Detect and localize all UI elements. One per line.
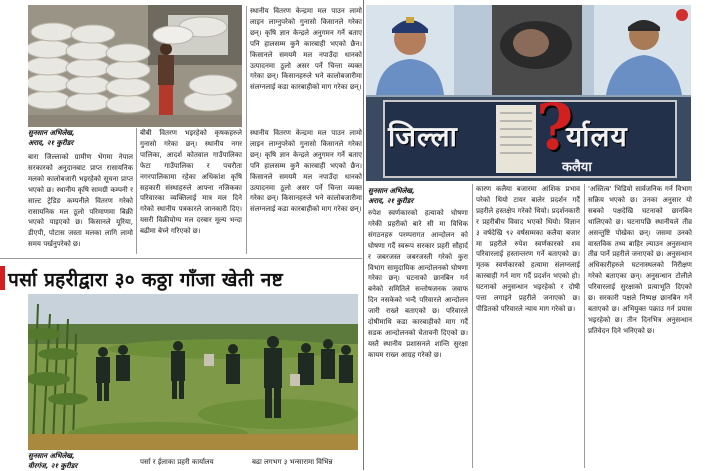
bottom-article-column-2: बढा लगभग ३ भन्सारामा विभिन्न bbox=[252, 458, 333, 466]
section-divider bbox=[0, 258, 362, 259]
column-divider bbox=[246, 6, 247, 254]
column-divider bbox=[136, 128, 137, 254]
sign-text-right: र्यालय bbox=[566, 120, 628, 153]
bottom-article-headline: पर्सा प्रहरीद्वारा ३० कठ्ठा गाँजा खेती नष्ट bbox=[8, 269, 283, 291]
top-article-column-3b-text: स्थानीय वितरण केन्द्रमा मल पाउन लामो लाइन लाग्नुपरेको गुनासो किसानले गरेका छन्। कृषि ज्ञान केन्द्रले अनुगमन गर्ने बताए पनि हालसम्म कुनै कारबाही भएको छैन। किसानले समयमै मल नपाउँदा धानको उत्पादनमा ठूलो असर पर्ने चिन्ता व्यक्त गरेका छन्। किसानहरुले भने कालोबजारीमा संलग्नलाई कडा कारबाहीको माग गरेका छन्। bbox=[250, 129, 362, 214]
right-article-dateline: सुनसान अभिलेख, अराद, २१ कुरीडर bbox=[368, 187, 415, 205]
top-article-dateline: सुनसान अभिलेख, अराद, २१ कुरीडर bbox=[28, 129, 75, 147]
police-office-photo bbox=[366, 5, 691, 181]
sign-subtext: कलैया bbox=[562, 160, 592, 175]
police-field-illustration bbox=[28, 294, 358, 450]
top-article-column-3: स्थानीय वितरण केन्द्रमा मल पाउन लामो लाइन लाग्नुपरेको गुनासो किसानले गरेका छन्। कृषि ज्ञान केन्द्रले अनुगमन गर्ने बताए पनि हालसम्म कुनै कारबाही भएको छैन। किसानले समयमै मल नपाउँदा धानको उत्पादनमा ठूलो असर पर्ने चिन्ता व्यक्त गरेका छन्। किसानहरुले भने कालोबजारीमा संलग्नलाई कडा कारबाहीको माग गरेका छन्। bbox=[250, 7, 362, 92]
right-article-column-1: रुपेश स्वर्णकारको हत्याको घोषणा गरेकी प्रहरीको बारे सी मा विधिक संगठनहरु परम्परागत आन्दोलन को घोषणा गर्दै स्वरूप सरकार प्रहरी सौहार्द र जबरजस्त जबरजस्ती गरेको कुरा विभाग सामुदायिक आन्दोलनको घोषणा गरेका छन्। घटनाको छानबिन गर्न बनेको समितिले सन्तोषजनक जवाफ दिन नसकेको भन्दै परिवारले आन्दोलन जारी राख्ने बताएको छ। परिवारले दोषीमाथि कडा कारबाहीको माग गर्दै सडक आन्दोलनको चेतावनी दिएको छ। यस्तै स्थानीय प्रशासनले शान्ति सुरक्षा कायम राख्न आग्रह गरेको छ। bbox=[368, 209, 468, 359]
question-mark-graphic: ? bbox=[536, 90, 574, 165]
top-article-column-2: बीबी वितरण भइरहेको कृषकहरुले गुनासो गरेका छन्। स्थानीय नगर पालिका, आदर्श कोतवाल गाउँपालिका फेटा गाउँपालिका र पचरौता नगरपालिकामा रहेका अधिकांश कृषि सहकारी संस्थाहरुले आफ्ना नजिकका परिवारका व्यक्तिलाई मात्र मल दिने गरेको स्थानीय पत्रकारले जानकारी दिए। यसरी विक्रीयोग्य मल दरबार मूल्य भन्दा बढीमा बेच्ने गरिएको छ। bbox=[140, 129, 242, 236]
sign-text-left: जिल्ला bbox=[388, 120, 458, 153]
fertilizer-warehouse-photo bbox=[28, 5, 242, 127]
bottom-article-column-1: पर्सा र ईलाका प्रहरी कार्यालय bbox=[140, 458, 214, 466]
column-divider bbox=[584, 184, 585, 468]
bottom-article-dateline: सुनसान अभिलेख, वीरगंज, २१ कुरीडर bbox=[28, 452, 78, 470]
top-article-column-1: बारा जिल्लाको ग्रामीण भेगमा नेपाल सरकारको अनुदानबाट प्राप्त रासायनिक मलको कालोबजारी भइरहेको सूचना प्राप्त भएको छ। स्थानीय कृषि सामग्री कम्पनी र साल्ट ट्रेडिङ कम्पनीले वितरण गरेको रासायनिक मल ठूलो परिमाणमा बिक्री भएको पाइएको छ। किसानले यूरिया, डीएपी, पोटास जस्ता मलका लागि लामो समय पर्खनुपरेको छ। bbox=[28, 153, 133, 249]
column-divider bbox=[472, 184, 473, 468]
right-article-column-3: 'अस्तित्व' भिडियो सार्वजनिक गर्न विभाग सक्रिय भएको छ। उनका अनुसार यो सबको पक्षदेखि घटनाको छानबिन थालिएको छ। घटनापछि स्थानीयले तीव्र असन्तुष्टि पोखेका छन्। जसमा उनको वास्तविक तथ्य बाहिर ल्याउन अनुसन्धान तीव्र पार्ने प्रहरीले जनाएको छ। अनुसन्धान अधिकारीहरुले घटनास्थलको निरीक्षण गरेको बताएका छन्। अनुसन्धान टोलीले परिवारलाई सुरक्षाको प्रत्याभूति दिएको छ। सरकारी पक्षले निष्पक्ष छानबिन गर्ने बताएको छ। अभियुक्त पक्राउ गर्न प्रयास भइरहेको छ। तीन दिनभित्र अनुसन्धान प्रतिवेदन दिने भनिएको छ। bbox=[588, 185, 692, 335]
page-divider bbox=[363, 0, 364, 470]
headline-accent-bar bbox=[0, 266, 5, 290]
warehouse-illustration bbox=[28, 5, 242, 127]
right-article-column-2: कारण कलैया बजारमा आंशिक प्रभाव परेको थियो टायर बालेर प्रदर्शन गर्दै प्रहरीले हस्तक्षेप गरेको थियो। प्रदर्शनकारी र प्रहरीबीच विवाद भएको थियो। विज्ञान ३ वर्षदेखि ९२ वर्षसम्मका कलैया बजार मा प्रहरीले रुपेश स्वर्णकारको शव परिवारलाई हस्तान्तरण गर्ने बताएको छ। मृतक स्वर्णकारको हत्यामा संलग्नलाई कारबाही गर्न माग गर्दै प्रदर्शन भएको हो। घटनाको अनुसन्धान भइरहेको र दोषी पत्ता लगाइने प्रहरीले जनाएको छ। पीडितको परिवारले न्याय माग गरेको छ। bbox=[476, 185, 580, 313]
ganja-field-photo bbox=[28, 294, 358, 450]
top-article-column-3b bbox=[250, 128, 362, 254]
